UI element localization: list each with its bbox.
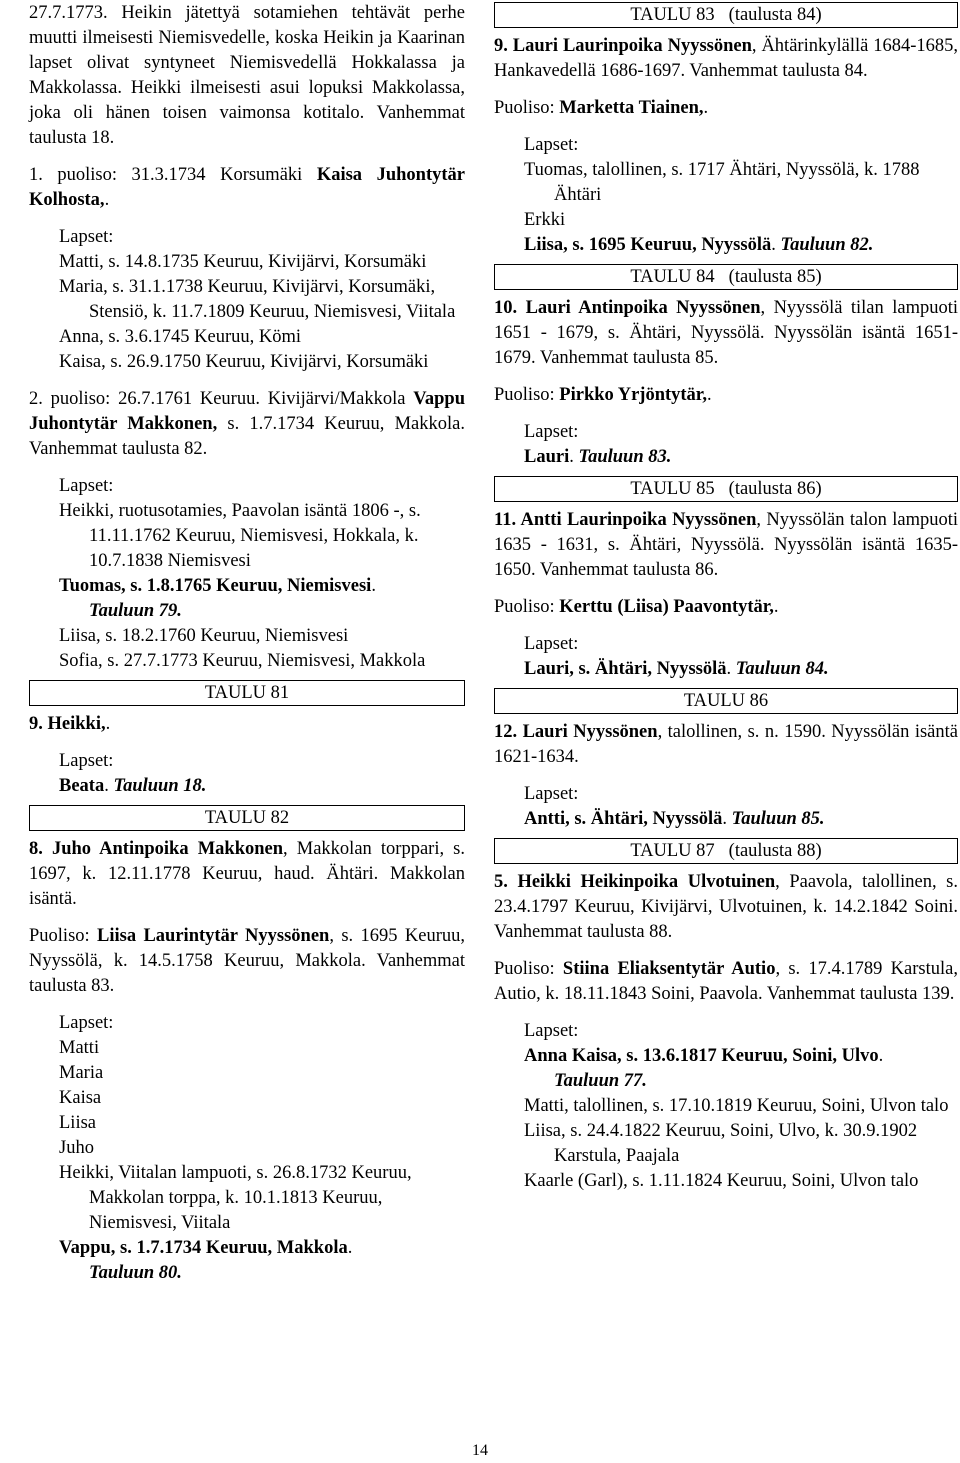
tauluun-ref: Tauluun 85. <box>731 809 825 829</box>
child-name-bold: Lauri <box>524 447 570 467</box>
child-entry <box>494 233 958 258</box>
child-dot: . <box>771 235 781 255</box>
child-entry: Tuomas, talollinen, s. 1717 Ähtäri, Nyyssölä, k. 1788 Ähtäri <box>524 160 920 205</box>
right-column <box>494 0 958 1194</box>
child-name-bold: Tuomas, s. 1.8.1765 Keuruu, Niemisvesi <box>59 576 372 596</box>
entry-number: 9. <box>494 36 513 56</box>
taulu-ref: (taulusta 85) <box>728 267 822 287</box>
lapset-label: Lapset: <box>524 1021 579 1041</box>
child-entry: Erkki <box>524 210 566 230</box>
left-column <box>29 0 465 1286</box>
taulu-ref: (taulusta 84) <box>728 5 822 25</box>
puoliso-label: Puoliso: <box>494 385 560 405</box>
taulu-title: TAULU 84 <box>630 267 715 287</box>
spouse-2-prefix: 2. puoliso: 26.7.1761 Keuruu. Kivijärvi/Makkola <box>29 389 406 409</box>
puoliso-label: Puoliso: <box>494 959 563 979</box>
entry-paragraph <box>494 296 958 371</box>
child-entry: Liisa <box>59 1113 96 1133</box>
entry-heading <box>29 712 465 737</box>
entry-paragraph <box>494 34 958 84</box>
child-entry: Matti, talollinen, s. 17.10.1819 Keuruu, Soini, Ulvon talo <box>524 1096 949 1116</box>
puoliso-label: Puoliso: <box>494 597 560 617</box>
puoliso-end: . <box>706 385 712 405</box>
taulu-header-87 <box>494 838 958 864</box>
child-entry: Maria <box>59 1063 104 1083</box>
entry-rest: , talollinen, s. n. 1590. Nyyssölän isäntä 1621-1634. <box>494 722 958 767</box>
puoliso-paragraph <box>494 957 958 1007</box>
tauluun-ref: Tauluun 18. <box>113 776 207 796</box>
child-entry <box>29 1236 465 1286</box>
entry-number: 5. <box>494 872 518 892</box>
puoliso-name: Kerttu (Liisa) Paavontytär, <box>559 597 774 617</box>
puoliso-paragraph <box>29 924 465 999</box>
child-name-bold: Vappu, s. 1.7.1734 Keuruu, Makkola <box>59 1238 348 1258</box>
entry-rest: , Paavola, talollinen, s. 23.4.1797 Keuruu, Kivijärvi, Ulvotuinen, k. 14.2.1842 Soini. Vanhemmat taulusta 88. <box>494 872 958 942</box>
paragraph: 27.7.1773. Heikin jätettyä sotamiehen tehtävät perhe muutti ilmeisesti Niemisvedelle, koska Heikin ja Kaarinan lapset olivat syntyneet Niemisvedellä Hokkalassa ja Makkolassa. Heikki ilmeisesti asui lopuksi Makkolassa, joka oli hänen toisen vaimonsa kotitalo. Vanhemmat taulusta 18. <box>29 3 465 148</box>
child-entry: Kaarle (Garl), s. 1.11.1824 Keuruu, Soini, Ulvon talo <box>524 1171 919 1191</box>
taulu-header-86: TAULU 86 <box>494 688 958 714</box>
child-name-bold: Liisa, s. 1695 Keuruu, Nyyssölä <box>524 235 772 255</box>
lapset-label: Lapset: <box>524 634 579 654</box>
lapset-label: Lapset: <box>524 135 579 155</box>
spouse-2-rest: s. 1.7.1734 Keuruu, Makkola. Vanhemmat taulusta 82. <box>29 414 465 459</box>
taulu-title: TAULU 85 <box>630 479 715 499</box>
child-name-bold: Beata <box>59 776 105 796</box>
puoliso-end: . <box>703 98 709 118</box>
child-name-bold: Antti, s. Ähtäri, Nyyssölä <box>524 809 723 829</box>
lapset-label: Lapset: <box>59 1013 114 1033</box>
entry-name: Antti Laurinpoika Nyyssönen <box>520 510 757 530</box>
spouse-1-line <box>29 163 465 213</box>
spouse-1-prefix: 1. puoliso: 31.3.1734 Korsumäki <box>29 165 317 185</box>
child-dot: . <box>104 776 114 796</box>
taulu-header-83 <box>494 2 958 28</box>
taulu-ref: (taulusta 88) <box>728 841 822 861</box>
puoliso-paragraph <box>494 96 958 121</box>
child-entry: Liisa, s. 24.4.1822 Keuruu, Soini, Ulvo, k. 30.9.1902 Karstula, Paajala <box>524 1121 918 1166</box>
puoliso-name: Marketta Tiainen, <box>559 98 704 118</box>
puoliso-label: Puoliso: <box>29 926 98 946</box>
lapset-label: Lapset: <box>524 784 579 804</box>
entry-number: 10. <box>494 298 526 318</box>
entry-paragraph <box>494 720 958 770</box>
puoliso-rest: , s. 1695 Keuruu, Nyyssölä, k. 14.5.1758 Keuruu, Makkola. Vanhemmat taulusta 83. <box>29 926 465 996</box>
entry-number: 11. <box>494 510 521 530</box>
child-entry: Matti <box>59 1038 100 1058</box>
entry-name: Lauri Laurinpoika Nyyssönen <box>512 36 752 56</box>
tauluun-ref: Tauluun 84. <box>735 659 829 679</box>
entry-paragraph <box>494 508 958 583</box>
child-entry <box>494 807 958 832</box>
spouse-1-name: Kaisa Juhontytär Kolhosta, <box>29 165 465 210</box>
child-entry <box>29 574 465 624</box>
child-entry: Heikki, Viitalan lampuoti, s. 26.8.1732 Keuruu, Makkolan torppa, k. 10.1.1813 Keuruu, Niemisvesi, Viitala <box>59 1163 412 1233</box>
child-entry: Liisa, s. 18.2.1760 Keuruu, Niemisvesi <box>59 626 349 646</box>
taulu-header-85 <box>494 476 958 502</box>
child-entry: Sofia, s. 27.7.1773 Keuruu, Niemisvesi, Makkola <box>59 651 426 671</box>
taulu-header-81: TAULU 81 <box>29 680 465 706</box>
child-entry: Kaisa <box>59 1088 102 1108</box>
taulu-title: TAULU 83 <box>630 5 715 25</box>
puoliso-paragraph <box>494 383 958 408</box>
lapset-label: Lapset: <box>59 751 114 771</box>
puoliso-paragraph <box>494 595 958 620</box>
taulu-title: TAULU 87 <box>630 841 715 861</box>
entry-name: Heikki Heikinpoika Ulvotuinen <box>517 872 776 892</box>
child-entry: Maria, s. 31.1.1738 Keuruu, Kivijärvi, Korsumäki, Stensiö, k. 11.7.1809 Keuruu, Niemisvesi, Viitala <box>59 277 456 322</box>
tauluun-ref: Tauluun 79. <box>89 601 182 621</box>
entry-heading-name: 9. Heikki, <box>29 714 106 734</box>
child-entry: Matti, s. 14.8.1735 Keuruu, Kivijärvi, Korsumäki <box>59 252 427 272</box>
child-entry: Anna, s. 3.6.1745 Keuruu, Kömi <box>59 327 302 347</box>
child-dot: . <box>726 659 736 679</box>
spouse-2-name: Vappu Juhontytär Makkonen, <box>29 389 466 434</box>
puoliso-name: Stiina Eliaksentytär Autio <box>562 959 776 979</box>
entry-heading-end: . <box>105 714 111 734</box>
child-entry <box>494 1044 958 1094</box>
entry-rest: , Makkolan torppari, s. 1697, k. 12.11.1778 Keuruu, haud. Ähtäri. Makkolan isäntä. <box>29 839 466 909</box>
entry-name: Lauri Antinpoika Nyyssönen <box>525 298 761 318</box>
taulu-header-82: TAULU 82 <box>29 805 465 831</box>
child-entry <box>494 445 958 470</box>
child-entry: Heikki, ruotusotamies, Paavolan isäntä 1806 -, s. 11.11.1762 Keuruu, Niemisvesi, Hokkala, k. 10.7.1838 Niemisvesi <box>59 501 421 571</box>
taulu-header-84 <box>494 264 958 290</box>
tauluun-ref: Tauluun 77. <box>554 1071 647 1091</box>
tauluun-ref: Tauluun 82. <box>780 235 874 255</box>
child-name-bold: Anna Kaisa, s. 13.6.1817 Keuruu, Soini, Ulvo <box>524 1046 879 1066</box>
child-entry <box>29 774 465 799</box>
lapset-label: Lapset: <box>524 422 579 442</box>
entry-name: Lauri Nyyssönen <box>522 722 658 742</box>
entry-paragraph <box>494 870 958 945</box>
entry-rest: , Nyyssölän talon lampuoti 1635 - 1631, s. Ähtäri, Nyyssölä. Nyyssölän isäntä 1635-1650. Vanhemmat taulusta 86. <box>494 510 958 580</box>
puoliso-name: Liisa Laurintytär Nyyssönen <box>97 926 330 946</box>
tauluun-ref: Tauluun 80. <box>89 1263 182 1283</box>
entry-number: 12. <box>494 722 523 742</box>
child-entry <box>494 657 958 682</box>
child-dot: . <box>569 447 579 467</box>
page-number: 14 <box>472 1442 488 1459</box>
child-name-bold: Lauri, s. Ähtäri, Nyyssölä <box>524 659 727 679</box>
entry-rest: , Ähtärinkylällä 1684-1685, Hankavedellä 1686-1697. Vanhemmat taulusta 84. <box>494 36 959 81</box>
entry-number: 8. <box>29 839 52 859</box>
taulu-ref: (taulusta 86) <box>728 479 822 499</box>
entry-rest: , Nyyssölä tilan lampuoti 1651 - 1679, s. Ähtäri, Nyyssölä. Nyyssölän isäntä 1651-1679. Vanhemmat taulusta 85. <box>494 298 959 368</box>
spouse-1-end: . <box>104 190 110 210</box>
puoliso-name: Pirkko Yrjöntytär, <box>559 385 707 405</box>
puoliso-rest: , s. 17.4.1789 Karstula, Autio, k. 18.11.1843 Soini, Paavola. Vanhemmat taulusta 139. <box>494 959 958 1004</box>
child-entry: Kaisa, s. 26.9.1750 Keuruu, Kivijärvi, Korsumäki <box>59 352 429 372</box>
puoliso-label: Puoliso: <box>494 98 560 118</box>
entry-paragraph <box>29 837 465 912</box>
child-dot: . <box>347 1238 353 1258</box>
tauluun-ref: Tauluun 83. <box>578 447 672 467</box>
spouse-2-line <box>29 387 465 462</box>
lapset-label: Lapset: <box>59 476 114 496</box>
lapset-label: Lapset: <box>59 227 114 247</box>
entry-name: Juho Antinpoika Makkonen <box>51 839 284 859</box>
child-dot: . <box>722 809 732 829</box>
puoliso-end: . <box>773 597 779 617</box>
child-dot: . <box>371 576 376 596</box>
child-entry: Juho <box>59 1138 94 1158</box>
child-dot: . <box>878 1046 884 1066</box>
